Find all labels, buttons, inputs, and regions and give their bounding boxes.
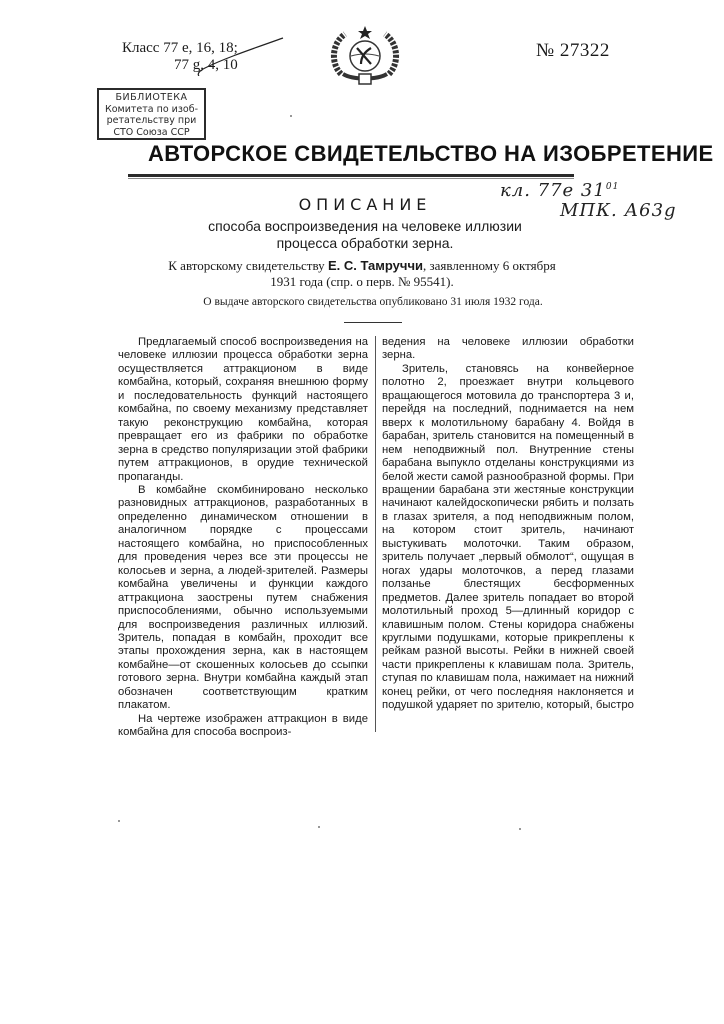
library-stamp <box>97 88 206 140</box>
column-divider <box>375 336 376 732</box>
document-title: АВТОРСКОЕ СВИДЕТЕЛЬСТВО НА ИЗОБРЕТЕНИЕ <box>148 141 714 166</box>
scan-speck <box>118 820 120 822</box>
stamp-line-3: ретательству при <box>106 115 197 126</box>
scan-speck <box>318 826 320 828</box>
body-right-column <box>382 336 634 713</box>
scan-speck <box>290 115 292 117</box>
paragraph: Зритель, становясь на конвейерное полотно 2, проезжает внутри кольцевого вращающегося мотовила до транспортера 3 и, перейдя на последний, поднимается на нем вверх к молотильному барабану 4. Войдя в барабан, зритель становится на помещенный в нем неподвижный пол. Внутренние стены барабана выпукло отделаны конструкциями из белой жести самой разнообразной формы. При вращении барабана эти жестяные конструкции начинают калейдоскопически рябить и ползать в глазах зрителя, а под неподвижным полом, на котором стоит зритель, начинают выстукивать молоточки. Таким образом, зритель получает „первый обмолот“, ощущая в ногах удары молоточков, а перед глазами ползанье блестящих бесформенных предметов. Далее зритель попадает во второй молотильный проход 5—длинный коридор с клавишным полом. Стены коридора снабжены круглыми подушками, которые прикреплены к рейкам разной высоты. Рейки в нижней своей части прикреплены к клавишам пола. Зритель, ступая по клавишам пола, нажимает на нижний конец рейки, от чего последняя наклоняется и подушкой ударяет по зрителю, который, быстро <box>382 362 634 712</box>
certificate-prefix: К авторскому свидетельству <box>168 258 325 273</box>
paragraph: Предлагаемый способ воспроизведения на человеке иллюзии процесса обработки зерна осуществляется аттракционом в виде комбайна, который, сохраняя внешнюю форму и последовательность функций настоящего комбайна, по своему механизму представляет такую реконструкцию комбайна, которая превращает его из фабрики по обработке зерна в средство популяризации этой фабрики путем аттракционов, в орудие технической пропаганды. <box>118 336 368 483</box>
certificate-line-1 <box>0 258 724 274</box>
paragraph: На чертеже изображен аттракцион в виде комбайна для способа воспроиз- <box>118 712 368 739</box>
body-left-column <box>118 336 368 740</box>
handwritten-class-text: кл. 77е 31 <box>500 180 606 201</box>
class-line-1: Класс 77 е, 16, 18; <box>122 40 238 56</box>
section-divider <box>344 322 402 323</box>
subtitle-line-1: способа воспроизведения на человеке иллюзии <box>208 218 522 234</box>
paragraph: ведения на человеке иллюзии обработки зерна. <box>382 336 634 362</box>
stamp-line-2: Комитета по изоб- <box>104 103 199 115</box>
certificate-line-2: 1931 года (спр. о перв. № 95541). <box>270 274 454 289</box>
class-line-2: 77 g, 4, 10 <box>174 57 238 73</box>
stamp-line-1: БИБЛИОТЕКА <box>115 92 188 103</box>
subtitle-line-2: процесса обработки зерна. <box>276 235 454 251</box>
certificate-filing-date: , заявленному 6 октября <box>423 258 556 273</box>
certificate-info <box>0 258 724 290</box>
publication-note: О выдаче авторского свидетельства опубликовано 31 июля 1932 года. <box>203 296 543 308</box>
stamp-line-4: СТО Союза ССР <box>113 126 190 138</box>
handwritten-class-sup: 01 <box>605 182 620 192</box>
scan-speck <box>519 828 521 830</box>
description-subtitle <box>180 218 550 252</box>
handwritten-strike-mark <box>175 36 285 76</box>
description-heading: ОПИСАНИЕ <box>298 195 432 214</box>
patent-number: № 27322 <box>536 40 610 61</box>
ussr-coat-of-arms-icon <box>327 24 403 90</box>
author-name: Е. С. Тамруччи <box>327 258 423 273</box>
handwritten-ipc-note: МПК. А63g <box>560 200 677 221</box>
paragraph: В комбайне скомбинировано несколько разновидных аттракционов, разработанных в определенно динамическом отношении в аналогичном порядке с процессами настоящего комбайна, но приспособленных для проведения через все эти процессы не колосьев и зерна, а людей-зрителей. Размеры комбайна увеличены и функции каждого аттракциона заострены путем снабжения приспособлениями, обычно используемыми для воспроизведения различных иллюзий. Зритель, попадая в комбайн, проходит все этапы прохождения зерна, как в настоящем комбайне—от скошенных колосьев до ссыпки готового зерна. Внутри комбайна каждый этап обозначен соответствующим кратким плакатом. <box>118 483 368 712</box>
